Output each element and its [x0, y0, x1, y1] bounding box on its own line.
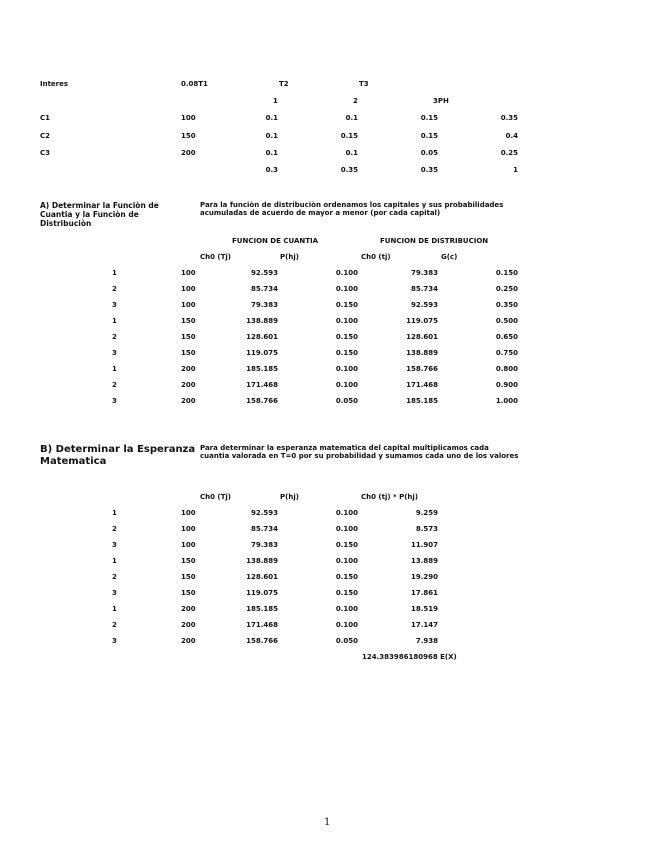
- row-value: 0.05: [420, 149, 438, 157]
- row-index: 3: [112, 397, 117, 405]
- row-phj: 0.150: [335, 349, 358, 357]
- row-capital: 200: [181, 621, 196, 629]
- subheader-3ph: 3PH: [433, 97, 449, 105]
- row-ch0: 79.383: [250, 301, 278, 309]
- col-header-phj: P(hj): [280, 493, 299, 501]
- row-capital: 100: [181, 509, 196, 517]
- row-capital: 200: [181, 397, 196, 405]
- row-ch0: 92.593: [250, 269, 278, 277]
- col-header-ch0-tj: Ch0 (Tj): [200, 253, 232, 261]
- row-index: 1: [112, 365, 117, 373]
- row-value: 0.25: [500, 149, 518, 157]
- row-value: 0.15: [420, 114, 438, 122]
- row-ch0: 158.766: [246, 637, 278, 645]
- row-gc: 0.500: [495, 317, 518, 325]
- row-phj: 0.100: [335, 605, 358, 613]
- row-product: 17.147: [410, 621, 438, 629]
- row-capital: 200: [181, 605, 196, 613]
- row-value: 0.1: [345, 114, 358, 122]
- row-index: 3: [112, 589, 117, 597]
- row-phj: 0.050: [335, 637, 358, 645]
- row-phj: 0.100: [335, 381, 358, 389]
- row-ch0: 119.075: [246, 589, 278, 597]
- row-capital: 200: [181, 365, 196, 373]
- row-ch0-sorted: 185.185: [406, 397, 438, 405]
- row-capital: 100: [181, 541, 196, 549]
- row-ch0-sorted: 85.734: [410, 285, 438, 293]
- row-capital: 100: [181, 301, 196, 309]
- row-capital: 150: [181, 557, 196, 565]
- row-gc: 0.650: [495, 333, 518, 341]
- row-capital: 200: [181, 381, 196, 389]
- row-gc: 0.150: [495, 269, 518, 277]
- total-value: 0.35: [420, 166, 438, 174]
- row-product: 18.519: [410, 605, 438, 613]
- row-label: C3: [40, 149, 51, 157]
- expected-value-total: 124.383986180968 E(X): [362, 653, 457, 661]
- row-label: C2: [40, 132, 51, 140]
- row-index: 1: [112, 269, 117, 277]
- row-capital: 100: [181, 525, 196, 533]
- row-capital: 200: [181, 637, 196, 645]
- row-ch0: 119.075: [246, 349, 278, 357]
- total-value: 1: [513, 166, 518, 174]
- row-gc: 0.900: [495, 381, 518, 389]
- row-capital: 150: [181, 589, 196, 597]
- row-capital: 100: [181, 285, 196, 293]
- row-product: 13.889: [410, 557, 438, 565]
- row-phj: 0.150: [335, 541, 358, 549]
- row-capital: 150: [181, 132, 196, 140]
- row-gc: 0.350: [495, 301, 518, 309]
- row-value: 0.15: [340, 132, 358, 140]
- col-header-gc: G(c): [441, 253, 458, 261]
- row-phj: 0.100: [335, 285, 358, 293]
- col-header-ch0-tj-2: Ch0 (tj): [361, 253, 391, 261]
- row-index: 3: [112, 301, 117, 309]
- row-ch0: 138.889: [246, 557, 278, 565]
- row-ch0-sorted: 158.766: [406, 365, 438, 373]
- row-ch0: 79.383: [250, 541, 278, 549]
- row-gc: 0.750: [495, 349, 518, 357]
- row-ch0-sorted: 119.075: [406, 317, 438, 325]
- row-index: 1: [112, 605, 117, 613]
- row-index: 2: [112, 285, 117, 293]
- total-value: 0.3: [265, 166, 278, 174]
- row-ch0-sorted: 138.889: [406, 349, 438, 357]
- subheader-2: 2: [353, 97, 358, 105]
- row-ch0: 171.468: [246, 621, 278, 629]
- row-ch0-sorted: 79.383: [410, 269, 438, 277]
- header-t2: T2: [279, 80, 289, 88]
- row-capital: 100: [181, 114, 196, 122]
- row-product: 9.259: [415, 509, 438, 517]
- col-header-phj: P(hj): [280, 253, 299, 261]
- row-index: 2: [112, 381, 117, 389]
- row-gc: 1.000: [495, 397, 518, 405]
- row-phj: 0.100: [335, 365, 358, 373]
- row-product: 8.573: [415, 525, 438, 533]
- row-ch0: 158.766: [246, 397, 278, 405]
- row-index: 1: [112, 317, 117, 325]
- row-value: 0.35: [500, 114, 518, 122]
- row-value: 0.1: [265, 114, 278, 122]
- row-product: 17.861: [410, 589, 438, 597]
- section-b-heading: B) Determinar la Esperanza Matematica: [40, 444, 196, 467]
- row-value: 0.4: [505, 132, 518, 140]
- row-phj: 0.150: [335, 573, 358, 581]
- row-ch0: 185.185: [246, 605, 278, 613]
- page-number: 1: [324, 817, 331, 828]
- row-capital: 150: [181, 349, 196, 357]
- row-product: 7.938: [415, 637, 438, 645]
- row-phj: 0.100: [335, 509, 358, 517]
- row-index: 2: [112, 525, 117, 533]
- row-ch0: 171.468: [246, 381, 278, 389]
- row-ch0-sorted: 128.601: [406, 333, 438, 341]
- row-phj: 0.100: [335, 621, 358, 629]
- row-gc: 0.250: [495, 285, 518, 293]
- row-ch0: 128.601: [246, 573, 278, 581]
- row-index: 3: [112, 541, 117, 549]
- row-phj: 0.100: [335, 525, 358, 533]
- row-ch0-sorted: 171.468: [406, 381, 438, 389]
- row-index: 2: [112, 333, 117, 341]
- row-phj: 0.050: [335, 397, 358, 405]
- row-phj: 0.100: [335, 317, 358, 325]
- row-capital: 100: [181, 269, 196, 277]
- row-index: 2: [112, 621, 117, 629]
- row-capital: 150: [181, 317, 196, 325]
- row-ch0: 185.185: [246, 365, 278, 373]
- row-ch0: 85.734: [250, 285, 278, 293]
- row-value: 0.1: [345, 149, 358, 157]
- row-ch0: 92.593: [250, 509, 278, 517]
- row-phj: 0.100: [335, 557, 358, 565]
- row-index: 3: [112, 637, 117, 645]
- row-phj: 0.150: [335, 301, 358, 309]
- row-value: 0.1: [265, 149, 278, 157]
- row-capital: 150: [181, 573, 196, 581]
- row-index: 1: [112, 509, 117, 517]
- row-ch0: 128.601: [246, 333, 278, 341]
- row-ch0-sorted: 92.593: [410, 301, 438, 309]
- row-phj: 0.150: [335, 333, 358, 341]
- header-interes: Interes: [40, 80, 69, 88]
- row-ch0: 138.889: [246, 317, 278, 325]
- group-header-distribucion: FUNCION DE DISTRIBUCION: [380, 237, 489, 245]
- row-label: C1: [40, 114, 51, 122]
- row-capital: 200: [181, 149, 196, 157]
- col-header-ch0-tj: Ch0 (Tj): [200, 493, 232, 501]
- header-t1: 0.08T1: [181, 80, 208, 88]
- row-value: 0.15: [420, 132, 438, 140]
- row-index: 1: [112, 557, 117, 565]
- section-a-heading: A) Determinar la Funciòn de Cuantia y la Funciòn de Distribuciòn: [40, 201, 159, 228]
- row-product: 19.290: [410, 573, 438, 581]
- row-phj: 0.150: [335, 589, 358, 597]
- row-gc: 0.800: [495, 365, 518, 373]
- col-header-product: Ch0 (tj) * P(hj): [361, 493, 419, 501]
- row-index: 2: [112, 573, 117, 581]
- row-value: 0.1: [265, 132, 278, 140]
- section-a-paragraph: Para la funciòn de distribuciòn ordenamos los capitales y sus probabilidades acumuladas de acuerdo de mayor a menor (por cada capital): [200, 201, 504, 218]
- group-header-cuantia: FUNCION DE CUANTIA: [232, 237, 319, 245]
- row-phj: 0.100: [335, 269, 358, 277]
- total-value: 0.35: [340, 166, 358, 174]
- row-capital: 150: [181, 333, 196, 341]
- header-t3: T3: [359, 80, 369, 88]
- section-b-paragraph: Para determinar la esperanza matematica del capital multiplicamos cada cuantia valorada en T=0 por su probabilidad y sumamos cada uno de los valores: [200, 444, 519, 461]
- row-product: 11.907: [410, 541, 438, 549]
- subheader-1: 1: [273, 97, 278, 105]
- row-ch0: 85.734: [250, 525, 278, 533]
- row-index: 3: [112, 349, 117, 357]
